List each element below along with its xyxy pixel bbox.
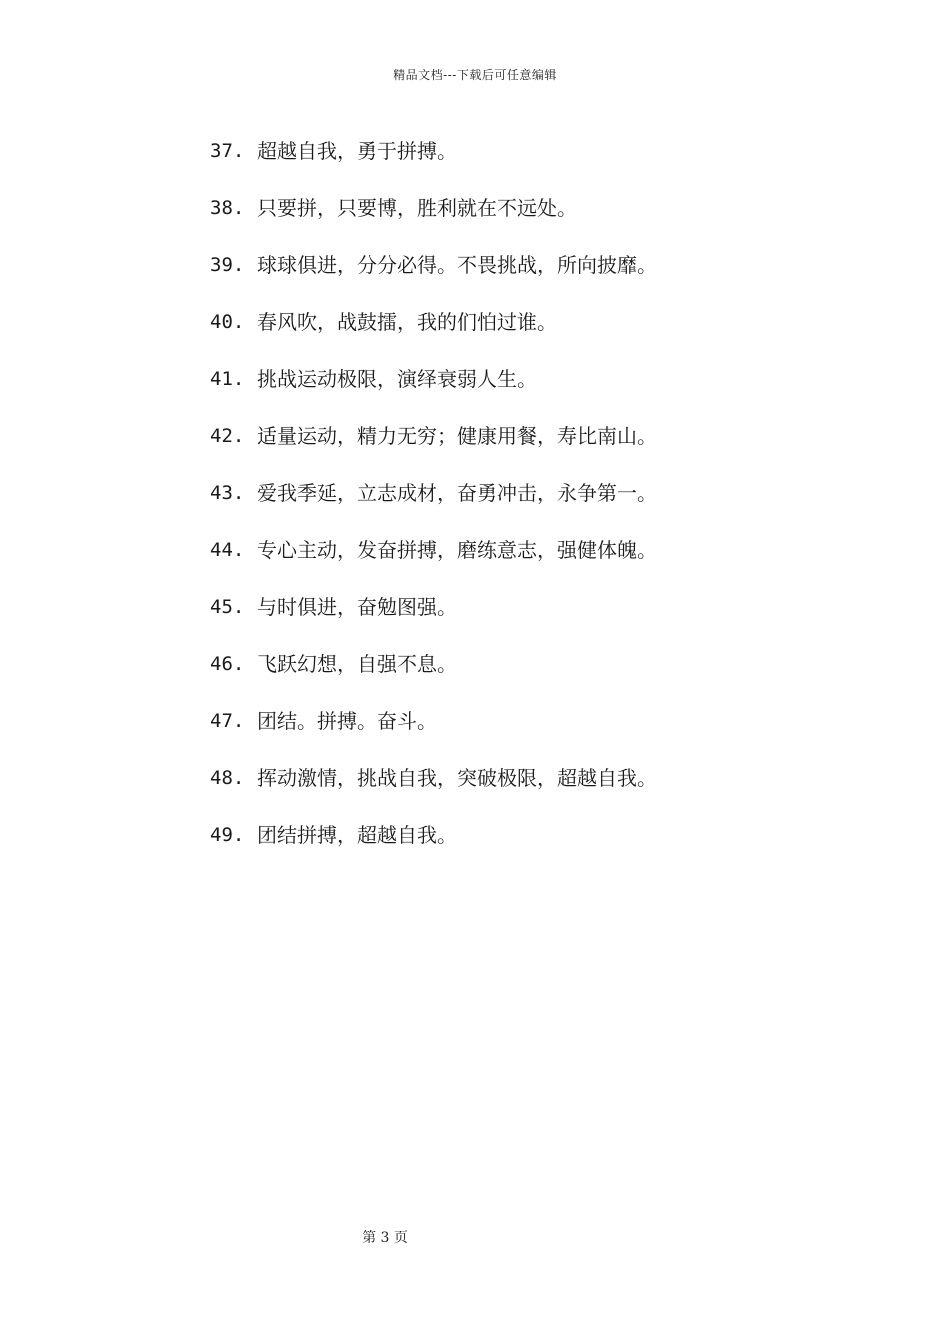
item-number: 46. — [210, 653, 245, 675]
item-number: 49. — [210, 824, 245, 846]
list-item — [210, 419, 810, 476]
item-text: 适量运动，精力无穷；健康用餐，寿比南山。 — [257, 424, 657, 448]
list-item — [210, 818, 810, 875]
item-number: 39. — [210, 254, 245, 276]
item-number: 48. — [210, 767, 245, 789]
list-item — [210, 761, 810, 818]
item-number: 43. — [210, 482, 245, 504]
item-text: 专心主动，发奋拼搏，磨练意志，强健体魄。 — [257, 538, 657, 562]
item-text: 与时俱进，奋勉图强。 — [257, 595, 457, 619]
list-item — [210, 533, 810, 590]
list-item — [210, 134, 810, 191]
item-number: 47. — [210, 710, 245, 732]
item-text: 团结拼搏，超越自我。 — [257, 823, 457, 847]
item-text: 挥动激情，挑战自我，突破极限，超越自我。 — [257, 766, 657, 790]
list-item — [210, 476, 810, 533]
list-item — [210, 248, 810, 305]
list-item — [210, 305, 810, 362]
slogan-list — [210, 134, 810, 875]
item-number: 38. — [210, 197, 245, 219]
list-item — [210, 590, 810, 647]
item-text: 爱我季延，立志成材，奋勇冲击，永争第一。 — [257, 481, 657, 505]
list-item — [210, 704, 810, 761]
item-number: 42. — [210, 425, 245, 447]
item-text: 只要拼，只要博，胜利就在不远处。 — [257, 196, 577, 220]
list-item — [210, 647, 810, 704]
item-text: 飞跃幻想，自强不息。 — [257, 652, 457, 676]
item-text: 挑战运动极限，演绎衰弱人生。 — [257, 367, 537, 391]
item-text: 球球俱进，分分必得。不畏挑战，所向披靡。 — [257, 253, 657, 277]
item-text: 春风吹，战鼓擂，我的们怕过谁。 — [257, 310, 557, 334]
item-number: 40. — [210, 311, 245, 333]
page-header: 精品文档---下载后可任意编辑 — [393, 68, 557, 82]
item-text: 超越自我，勇于拼搏。 — [257, 139, 457, 163]
item-number: 41. — [210, 368, 245, 390]
item-number: 45. — [210, 596, 245, 618]
list-item — [210, 191, 810, 248]
list-item — [210, 362, 810, 419]
item-text: 团结。拼搏。奋斗。 — [257, 709, 437, 733]
item-number: 44. — [210, 539, 245, 561]
item-number: 37. — [210, 140, 245, 162]
page-number: 第 3 页 — [362, 1230, 408, 1246]
